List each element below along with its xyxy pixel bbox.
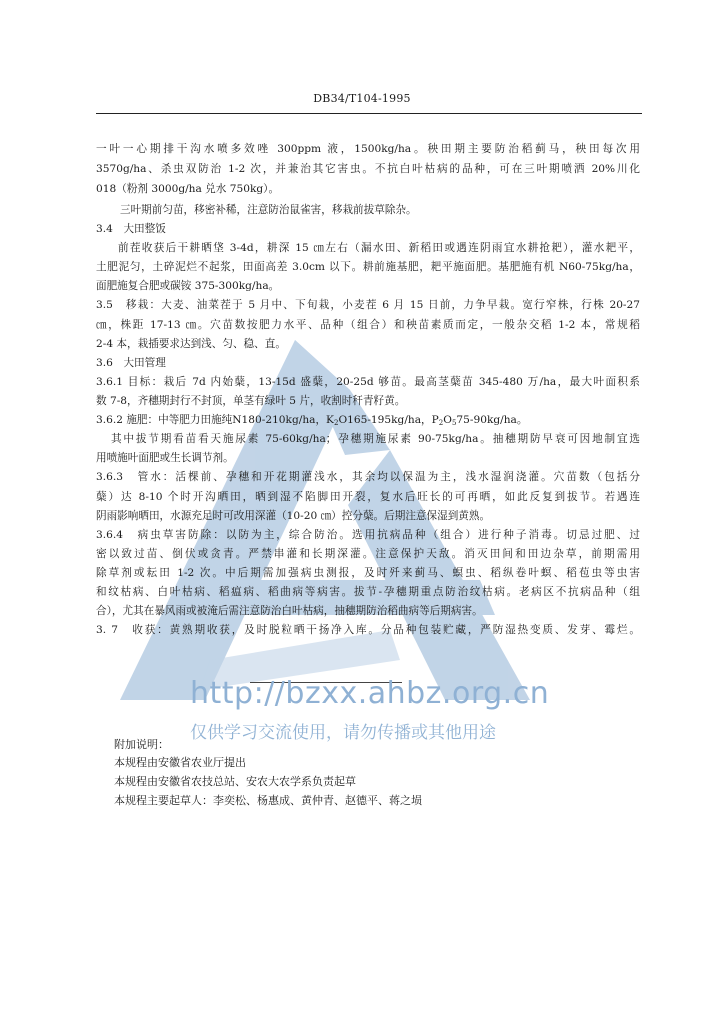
paragraph-line: 土肥泥匀，土碎泥烂不起浆，田面高差 3.0cm 以下。耕前施基肥，耙平施面肥。基肥施有机 N60-75kg/ha， — [96, 261, 640, 273]
paragraph-line: 一叶一心期排干沟水喷多效唑 300ppm 液，1500kg/ha。秧田期主要防治稻蓟马，秧田每次用 — [96, 143, 640, 155]
note-line: 本规程由安徽省农技总站、安农大农学系负责起草 — [114, 775, 356, 788]
fertilizer-text-4: 75-90kg/ha。 — [456, 414, 528, 426]
paragraph-line: 阴雨影响晒田，水源充足时可改用深灌（10-20 ㎝）控分蘖。后期注意保湿到黄熟。 — [96, 510, 491, 522]
paragraph-line: 3.6.1 目标：栽后 7d 内始蘖，13-15d 盛蘖，20-25d 够苗。最高茎蘖苗 345-480 万/ha，最大叶面积系 — [96, 376, 640, 388]
note-line: 本规程由安徽省农业厅提出 — [114, 756, 246, 769]
note-line: 本规程主要起草人：李奕松、杨惠成、黄仲青、赵德平、蒋之埙 — [114, 794, 422, 807]
paragraph-line: 密以致过苗、倒伏或贪青。严禁串灌和长期深灌。注意保护天敌。消灭田间和田边杂草，前期需用 — [96, 548, 640, 560]
fertilizer-line — [96, 413, 527, 427]
document-code-header: DB34/T104-1995 — [313, 92, 411, 105]
fertilizer-text-3: O — [443, 414, 452, 426]
paragraph-line: 其中拔节期看苗看天施尿素 75-60kg/ha；孕穗期施尿素 90-75kg/ha。抽穗期防早衰可因地制宜选 — [111, 433, 640, 445]
subscript-5: 5 — [451, 419, 457, 427]
header-rule — [96, 113, 642, 114]
paragraph-line: 数 7-8，齐穗期封行不封顶，单茎有绿叶 5 片，收割时秆青籽黄。 — [96, 395, 406, 407]
paragraph-line: 和纹枯病、白叶枯病、稻瘟病、稻曲病等病害。拔节-孕穗期重点防治纹枯病。老病区不抗病品种（组 — [96, 586, 640, 598]
paragraph-line: 3.5 移栽：大麦、油菜茬于 5 月中、下旬栽，小麦茬 6 月 15 日前，力争早栽。宽行窄株，行株 20-27 — [96, 299, 640, 311]
paragraph-line: 合），尤其在暴风雨或被淹后需注意防治白叶枯病，抽穗期防治稻曲病等后期病害。 — [96, 605, 483, 617]
subscript-2: 2 — [333, 419, 339, 427]
paragraph-line: 蘖）达 8-10 个时开沟晒田，晒到湿不陷脚田开裂，复水后旺长的可再晒，如此反复到拔节。若遇连 — [96, 491, 640, 503]
paragraph-line: 3570g/ha、杀虫双防治 1-2 次，并兼治其它害虫。不抗白叶枯病的品种，可在三叶期喷洒 20%川化 — [96, 163, 640, 175]
paragraph-line: ㎝，株距 17-13 ㎝。穴苗数按肥力水平、品种（组合）和秧苗素质而定，一般杂交稻 1-2 本，常规稻 — [96, 319, 640, 331]
paragraph-line: 用喷施叶面肥或生长调节剂。 — [96, 452, 234, 464]
paragraph-line: 三叶期前匀苗，移密补稀，注意防治鼠雀害，移栽前拔草除杂。 — [120, 204, 417, 216]
fertilizer-text-1: 3.6.2 施肥：中等肥力田施纯N180-210kg/ha，K — [96, 414, 334, 426]
section-heading: 3.6 大田管理 — [96, 357, 166, 369]
paragraph-line: 3. 7 收获：黄熟期收获，及时脱粒晒干扬净入库。分品种包装贮藏，严防湿热变质、发芽、霉烂。 — [96, 624, 640, 636]
paragraph-line: 除草剂或耘田 1-2 次。中后期需加强病虫测报，及时歼来蓟马、螟虫、稻纵卷叶螟、稻苞虫等虫害 — [96, 567, 640, 579]
paragraph-line: 2-4 本，栽插要求达到浅、匀、稳、直。 — [96, 338, 286, 350]
paragraph-line: 前茬收获后干耕晒垡 3-4d，耕深 15 ㎝左右（漏水田、新稻田或遇连阴雨宜水耕抢耙），灌水耙平， — [118, 242, 640, 254]
watermark-url: http://bzxx.ahbz.org.cn — [190, 676, 550, 711]
section-heading: 3.4 大田整饭 — [96, 223, 166, 235]
paragraph-line: 面肥施复合肥或碳铵 375-300kg/ha。 — [96, 280, 280, 292]
watermark-notice: 仅供学习交流使用，请勿传播或其他用途 — [190, 723, 496, 743]
fertilizer-text-2: O165-195kg/ha，P — [338, 414, 439, 426]
paragraph-line: 3.6.3 管水：活棵前、孕穗和开花期灌浅水，其余均以保温为主，浅水湿润浇灌。穴苗数（包括分 — [96, 471, 640, 483]
subscript-2: 2 — [438, 419, 444, 427]
paragraph-line: 018（粉剂 3000g/ha 兑水 750kg）。 — [96, 183, 280, 195]
paragraph-line: 3.6.4 病虫草害防除：以防为主，综合防治。选用抗病品种（组合）进行种子消毒。切忌过肥、过 — [96, 529, 640, 541]
notes-title: 附加说明： — [114, 738, 169, 751]
